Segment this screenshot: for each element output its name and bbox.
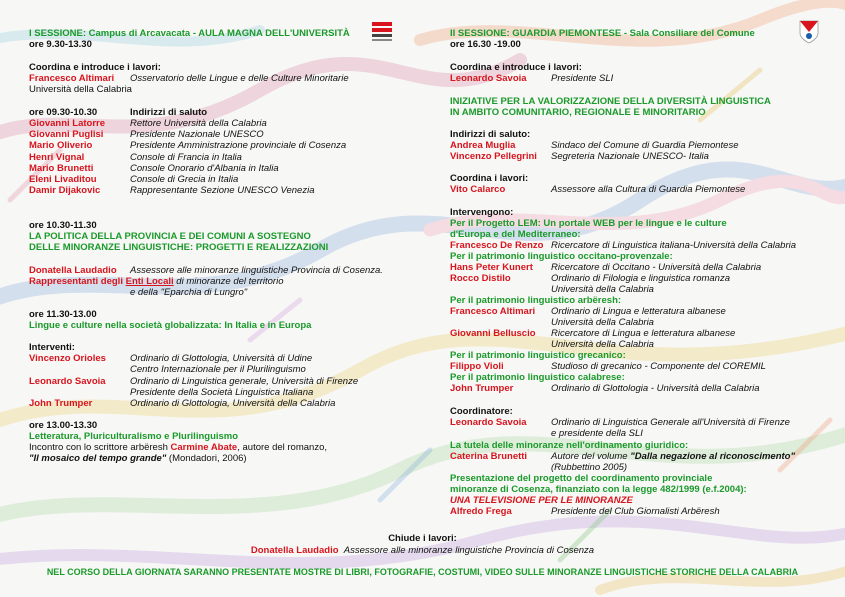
- session-one-place: : Campus di Arcavacata - AULA MAGNA DELL'UNIVERSITÀ: [82, 28, 350, 39]
- block2-title-2: DELLE MINORANZE LINGUISTICHE: PROGETTI E REALIZZAZIONI: [29, 242, 329, 253]
- savoia-name: Leonardo Savoia: [450, 417, 527, 428]
- speaker-name: Vincenzo Orioles: [29, 353, 106, 364]
- coord-role-2: Università della Calabria: [29, 84, 132, 95]
- greeting-row: [29, 162, 279, 174]
- brunetti-row: [450, 451, 840, 462]
- cal-title: Per il patrimonio linguistico calabrese:: [450, 372, 625, 383]
- derenzo-name: Francesco De Renzo: [450, 240, 544, 251]
- block2-role: Assessore alle minoranze linguistiche Provincia di Cosenza.: [130, 265, 383, 276]
- derenzo-row: [450, 240, 840, 251]
- chiude-title: Chiude i lavori:: [388, 533, 457, 544]
- greeting-name: Eleni Livaditou: [29, 174, 97, 185]
- lem-title: LEM: Un portale WEB per le lingue e le culture: [517, 218, 727, 229]
- speaker-role-2: Centro Internazionale per il Plurilinguismo: [130, 364, 306, 375]
- speaker-row: [29, 398, 429, 409]
- occ-title: Per il patrimonio linguistico occitano-provenzale:: [450, 251, 673, 262]
- r-coord-name: Leonardo Savoia: [450, 73, 527, 84]
- speaker-role: Ordinario di Linguistica generale, Università di Firenze: [130, 376, 359, 387]
- block3-title: Lingue e culture nella società globalizzata: In Italia e in Europa: [29, 320, 312, 331]
- block4-title: Letteratura, Pluriculturalismo e Plurilinguismo: [29, 431, 239, 442]
- greeting-name: Damir Dijakovic: [29, 185, 101, 197]
- greet-time: ore 09.30-10.30: [29, 107, 98, 118]
- block4-intro: Incontro con lo scrittore arbëresh: [29, 442, 168, 453]
- trumper-row: [450, 383, 840, 394]
- block4-line: [29, 442, 327, 453]
- pres-line-2: minoranze di Cosenza, finanziato con la legge 482/1999 (e.f.2004):: [450, 484, 747, 495]
- speaker-row: [29, 376, 429, 387]
- block2-row: [29, 265, 429, 276]
- lem-line-2: d'Europa e del Mediterraneo:: [450, 229, 581, 240]
- distilo-role: Ordinario di Filologia e linguistica romanza: [551, 273, 731, 284]
- belluscio-row: [450, 328, 840, 339]
- init-title-1: INIZIATIVE PER LA VALORIZZAZIONE DELLA DIVERSITÀ LINGUISTICA: [450, 96, 771, 107]
- r-greeting-row: [450, 140, 840, 151]
- session-one: [29, 0, 429, 470]
- coord-row: [29, 73, 429, 84]
- block4-book-line: [29, 453, 247, 464]
- greeting-role: Console di Grecia in Italia: [130, 174, 239, 185]
- greeting-row: [29, 185, 315, 197]
- session-two: [450, 0, 840, 560]
- belluscio-role: Ricercatore di Lingua e letteratura albanese: [551, 328, 736, 339]
- greet-title: Indirizzi di saluto: [130, 107, 208, 118]
- r-coord-role: Presidente SLI: [551, 73, 614, 84]
- altimari-role-2: Università della Calabria: [551, 317, 654, 328]
- frega-name: Alfredo Frega: [450, 506, 512, 517]
- coord2-title: Coordina i lavori:: [450, 173, 529, 184]
- speaker-name: John Trumper: [29, 398, 93, 409]
- brunetti-book: "Dalla negazione al riconoscimento": [630, 451, 795, 462]
- block2-role-2a: di minoranze del territorio: [176, 276, 284, 287]
- chiude-role: Assessore alle minoranze linguistiche Provincia di Cosenza: [343, 545, 595, 556]
- greeting-row: [29, 129, 264, 141]
- block2-role-2b: e della "Eparchia di Lungro": [130, 287, 248, 298]
- block2-name-2b: Enti Locali: [125, 276, 174, 287]
- trumper-name: John Trumper: [450, 383, 514, 394]
- distilo-role-2: Università della Calabria: [551, 284, 654, 295]
- lem-intro: Per il Progetto: [450, 218, 515, 229]
- session-two-heading: [450, 28, 755, 39]
- block4-publisher: (Mondadori, 2006): [166, 453, 247, 464]
- greeting-row: [29, 151, 242, 163]
- greeting-row: [29, 174, 239, 185]
- speaker-role: Ordinario di Glottologia, Università di Udine: [130, 353, 313, 364]
- greeting-role: Console di Francia in Italia: [130, 151, 242, 163]
- belluscio-name: Giovanni Belluscio: [450, 328, 536, 339]
- speaker-role: Ordinario di Glottologia, Università della Calabria: [130, 398, 336, 409]
- frega-role: Presidente del Club Giornalisti Arbëresh: [551, 506, 720, 517]
- session-two-place: - Sala Consiliare del Comune: [621, 28, 755, 39]
- coord2-role: Assessore alla Cultura di Guardia Piemontese: [551, 184, 746, 195]
- arb-title: Per il patrimonio linguistico arbëresh:: [450, 295, 622, 306]
- kunert-role: Ricercatore di Occitano - Università della Calabria: [551, 262, 762, 273]
- greeting-name: Mario Oliverio: [29, 140, 93, 152]
- violi-role: Studioso di grecanico - Componente del COREMIL: [551, 361, 766, 372]
- r-greet-title: Indirizzi di saluto:: [450, 129, 531, 140]
- session-one-label: I SESSIONE: [29, 28, 83, 39]
- belluscio-role-2: Università della Calabria: [551, 339, 654, 350]
- greeting-role: Presidente Nazionale UNESCO: [130, 129, 264, 141]
- greeting-name: Giovanni Puglisi: [29, 129, 104, 141]
- savoia-role-2: e presidente della SLI: [551, 428, 643, 439]
- greeting-row: [29, 140, 347, 152]
- brunetti-role: Autore del volume: [551, 451, 628, 462]
- altimari-name: Francesco Altimari: [450, 306, 536, 317]
- savoia-row: [450, 417, 840, 428]
- r-greeting-role: Sindaco del Comune di Guardia Piemontese: [551, 140, 739, 151]
- coordinatore-title: Coordinatore:: [450, 406, 513, 417]
- pres-line-1: Presentazione del progetto del coordinamento provinciale: [450, 473, 713, 484]
- block3-time: ore 11.30-13.00: [29, 309, 97, 320]
- r-coord-row: [450, 73, 840, 84]
- violi-row: [450, 361, 840, 372]
- init-title-2: IN AMBITO COMUNITARIO, REGIONALE E MINORITARIO: [450, 107, 706, 118]
- pres-line-3: UNA TELEVISIONE PER LE MINORANZE: [450, 495, 633, 506]
- r-greeting-row: [450, 151, 840, 162]
- interv-title: Intervengono:: [450, 207, 514, 218]
- kunert-name: Hans Peter Kunert: [450, 262, 533, 273]
- frega-row: [450, 506, 840, 517]
- r-greeting-name: Vincenzo Pellegrini: [450, 151, 537, 162]
- session-two-time: ore 16.30 -19.00: [450, 39, 521, 50]
- tutela-title: La tutela delle minoranze nell'ordinamento giuridico:: [450, 440, 689, 451]
- chiude-name: Donatella Laudadio: [250, 545, 339, 556]
- session-one-heading: [29, 28, 350, 39]
- speaker-row: [29, 353, 429, 364]
- r-greeting-name: Andrea Muglia: [450, 140, 516, 151]
- block4-author: Carmine Abate: [170, 442, 238, 453]
- block4-book: "Il mosaico del tempo grande": [29, 453, 167, 464]
- violi-name: Filippo Violi: [450, 361, 504, 372]
- grec-title: Per il patrimonio linguistico grecanico:: [450, 350, 626, 361]
- block2-time: ore 10.30-11.30: [29, 220, 97, 231]
- r-greeting-role: Segreteria Nazionale UNESCO- Italia: [551, 151, 709, 162]
- savoia-role: Ordinario di Linguistica Generale all'Università di Firenze: [551, 417, 790, 428]
- lem-line: [450, 218, 727, 229]
- coord2-name: Vito Calarco: [450, 184, 506, 195]
- block2-name: Donatella Laudadio: [29, 265, 117, 276]
- coord-name: Francesco Altimari: [29, 73, 115, 84]
- brunetti-role-2: (Rubbettino 2005): [551, 462, 628, 473]
- altimari-role: Ordinario di Lingua e letteratura albanese: [551, 306, 726, 317]
- coord-role: Osservatorio delle Lingue e delle Culture Minoritarie: [130, 73, 349, 84]
- trumper-role: Ordinario di Glottologia - Università della Calabria: [551, 383, 760, 394]
- block4-intro-tail: , autore del romanzo,: [237, 442, 327, 453]
- greeting-role: Rappresentante Sezione UNESCO Venezia: [130, 185, 315, 197]
- speaker-role-2: Presidente della Società Linguistica Italiana: [130, 387, 314, 398]
- block2-name-2a: Rappresentanti degli: [29, 276, 123, 287]
- altimari-row: [450, 306, 840, 317]
- speaker-name: Leonardo Savoia: [29, 376, 106, 387]
- greeting-name: Giovanni Latorre: [29, 118, 106, 129]
- greeting-role: Console Onorario d'Albania in Italia: [130, 162, 279, 174]
- greeting-role: Rettore Università della Calabria: [130, 118, 267, 129]
- brunetti-name: Caterina Brunetti: [450, 451, 528, 462]
- coord-title: Coordina e introduce i lavori:: [29, 62, 161, 73]
- greeting-role: Presidente Amministrazione provinciale di Cosenza: [130, 140, 347, 152]
- kunert-row: [450, 262, 840, 273]
- block3-interventi: Interventi:: [29, 342, 75, 353]
- coord2-row: [450, 184, 840, 195]
- block4-time: ore 13.00-13.30: [29, 420, 98, 431]
- greeting-name: Mario Brunetti: [29, 162, 94, 174]
- block2-title-1: LA POLITICA DELLA PROVINCIA E DEI COMUNI A SOSTEGNO: [29, 231, 311, 242]
- session-one-time: ore 9.30-13.30: [29, 39, 92, 50]
- distilo-row: [450, 273, 840, 284]
- derenzo-role: Ricercatore di Linguistica italiana-Università della Calabria: [551, 240, 797, 251]
- block2-row-2: [29, 276, 283, 287]
- r-coord-title: Coordina e introduce i lavori:: [450, 62, 582, 73]
- distilo-name: Rocco Distilo: [450, 273, 511, 284]
- greeting-row: [29, 118, 267, 129]
- chiude-row: [0, 545, 845, 556]
- session-two-label: II SESSIONE: GUARDIA PIEMONTESE: [450, 28, 622, 39]
- footer-banner: NEL CORSO DELLA GIORNATA SARANNO PRESENTATE MOSTRE DI LIBRI, FOTOGRAFIE, COSTUMI, VIDEO SULLE MINORANZE LINGUISTICHE STORICHE DELLA CALABRIA: [46, 567, 799, 577]
- greeting-name: Henri Vignal: [29, 151, 85, 163]
